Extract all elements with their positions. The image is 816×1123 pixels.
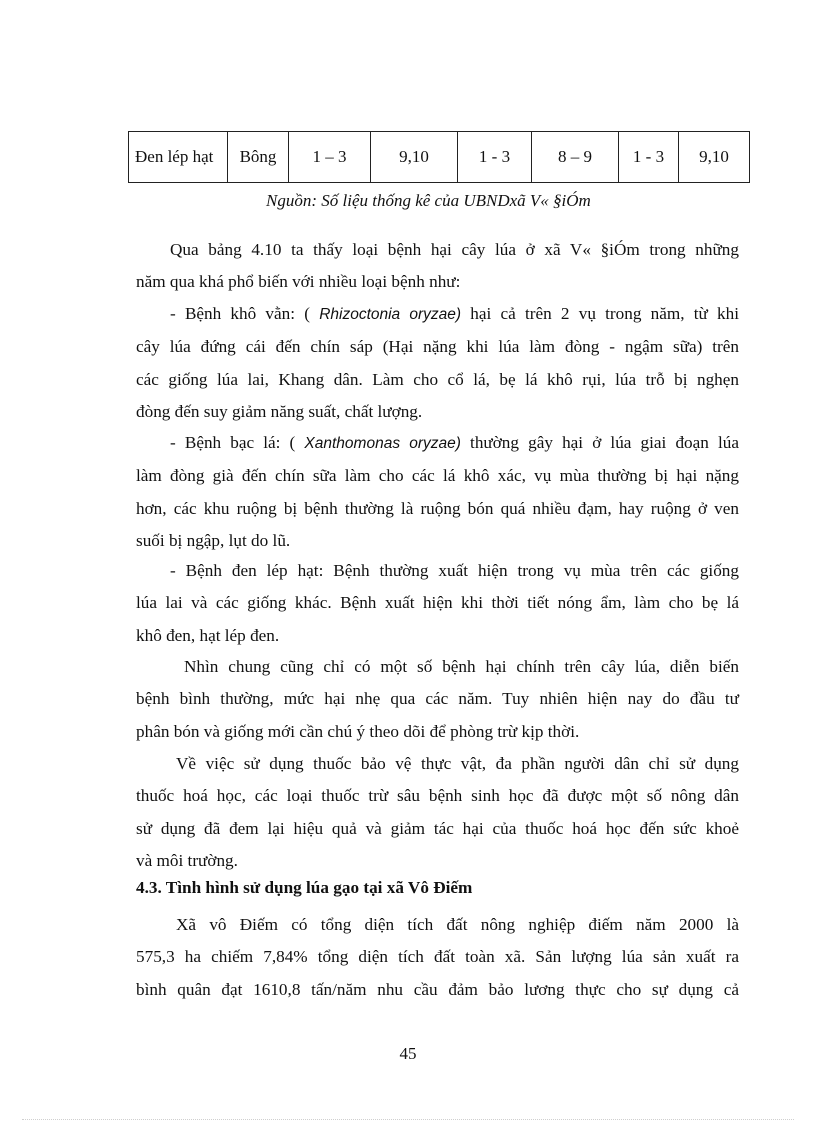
text-line: suối bị ngập, lụt do lũ.	[136, 530, 291, 550]
table-cell-value: 9,10	[371, 132, 458, 183]
paragraph-rice-usage	[136, 909, 739, 1006]
text-line: và môi trường.	[136, 850, 238, 870]
text-line: lúa lai và các giống khác. Bệnh xuất hiện khi thời tiết nóng ẩm, làm cho bẹ lá	[136, 593, 739, 613]
text-line: các giống lúa lai, Khang dân. Làm cho cổ lá, bẹ lá khô rụi, lúa trỗ bị nghẹn	[136, 369, 739, 389]
text-line: Xã vô Điếm có tổng diện tích đất nông nghiệp điếm năm 2000 là	[176, 915, 739, 934]
text-line: 575,3 ha chiếm 7,84% tổng diện tích đất toàn xã. Sản lượng lúa sản xuất ra	[136, 947, 739, 967]
text-line: cây lúa đứng cái đến chín sáp (Hại nặng khi lúa làm đòng - ngậm sữa) trên	[136, 337, 739, 357]
table-cell-value: 1 - 3	[458, 132, 532, 183]
text-line: Nhìn chung cũng chỉ có một số bệnh hại chính trên cây lúa, diễn biến	[184, 657, 739, 676]
latin-name: Rhizoctonia oryzae)	[319, 306, 462, 323]
paragraph-bacterial-blight	[136, 427, 739, 557]
text-line: Qua bảng 4.10 ta thấy loại bệnh hại cây lúa ở xã V« §iÓm trong những	[170, 240, 739, 259]
disease-table	[128, 131, 750, 183]
text-line: thuốc hoá học, các loại thuốc trừ sâu bệnh sinh học đã được một số nông dân	[136, 786, 739, 806]
paragraph-overview	[136, 651, 739, 748]
table-cell-value: 1 - 3	[619, 132, 679, 183]
table-cell-value: 8 – 9	[532, 132, 619, 183]
table-cell-disease: Đen lép hạt	[129, 132, 228, 183]
text-segment: hại cả trên 2 vụ trong năm, từ khi	[461, 304, 740, 323]
text-line: năm qua khá phổ biến với nhiều loại bệnh như:	[136, 272, 461, 292]
text-line: bệnh bình thường, mức hại nhẹ qua các năm. Tuy nhiên hiện nay do đầu tư	[136, 689, 739, 709]
section-heading: 4.3. Tình hình sử dụng lúa gạo tại xã Vô Điếm	[136, 878, 473, 897]
paragraph-sheath-blight	[136, 298, 739, 428]
page-number: 45	[399, 1044, 417, 1063]
text-line: đòng đến suy giảm năng suất, chất lượng.	[136, 401, 423, 421]
paragraph-pesticides	[136, 748, 739, 877]
text-line: bình quân đạt 1610,8 tấn/năm nhu cầu đảm bảo lương thực cho sự dụng cả	[136, 979, 739, 999]
table-row	[129, 132, 750, 183]
text-segment: - Bệnh bạc lá: (	[170, 433, 305, 452]
table-cell-part: Bông	[228, 132, 289, 183]
text-line	[136, 298, 739, 331]
text-segment: - Bệnh khô vằn: (	[170, 304, 320, 323]
text-line: Về việc sử dụng thuốc bảo vệ thực vật, đa phần người dân chỉ sử dụng	[176, 754, 739, 773]
text-line: - Bệnh đen lép hạt: Bệnh thường xuất hiện trong vụ mùa trên các giống	[170, 561, 739, 580]
paragraph-intro	[136, 234, 739, 299]
text-line	[136, 427, 739, 460]
table-cell-value: 9,10	[679, 132, 750, 183]
text-segment: thường gây hại ở lúa giai đoạn lúa	[460, 433, 740, 452]
text-line: sử dụng đã đem lại hiệu quả và giảm tác hại của thuốc hoá học đến sức khoẻ	[136, 818, 739, 838]
text-line: khô đen, hạt lép đen.	[136, 625, 280, 645]
text-line: làm đòng già đến chín sữa làm cho các lá khô xác, vụ mùa thường bị hại nặng	[136, 466, 739, 486]
latin-name: Xanthomonas oryzae)	[304, 435, 461, 452]
paragraph-black-grain	[136, 555, 739, 652]
page-bottom-border	[22, 1119, 794, 1120]
text-line: phân bón và giống mới cần chú ý theo dõi để phòng trừ kịp thời.	[136, 721, 580, 741]
table-source-note: Nguồn: Số liệu thống kê của UBNDxã V« §iÓm	[266, 191, 591, 210]
table-cell-value: 1 – 3	[289, 132, 371, 183]
text-line: hơn, các khu ruộng bị bệnh thường là ruộng bón quá nhiều đạm, hay ruộng ở ven	[136, 498, 739, 518]
